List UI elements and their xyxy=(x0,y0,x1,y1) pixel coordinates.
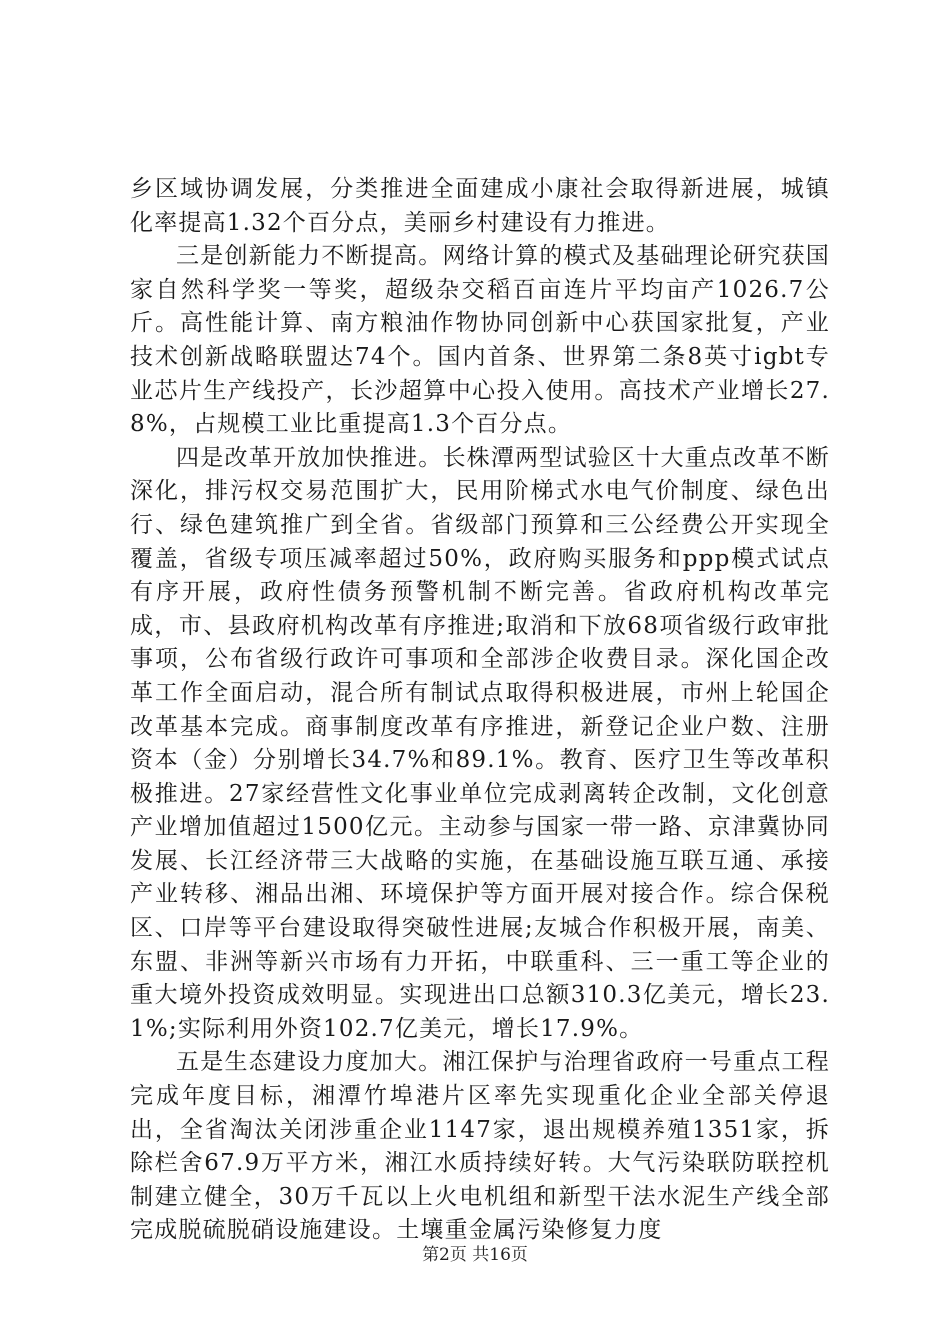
document-body xyxy=(130,173,830,1248)
paragraph-continuation: 乡区域协调发展，分类推进全面建成小康社会取得新进展，城镇化率提高1.32个百分点，美丽乡村建设有力推进。 xyxy=(130,176,830,236)
page-number-footer: 第2页 共16页 xyxy=(422,1245,528,1265)
paragraph-reform: 四是改革开放加快推进。长株潭两型试验区十大重点改革不断深化，排污权交易范围扩大，民用阶梯式水电气价制度、绿色出行、绿色建筑推广到全省。省级部门预算和三公经费公开实现全覆盖，省级专项压减率超过50%，政府购买服务和ppp模式试点有序开展，政府性债务预警机制不断完善。省政府机构改革完成，市、县政府机构改革有序推进;取消和下放68项省级行政审批事项，公布省级行政许可事项和全部涉企收费目录。深化国企改革工作全面启动，混合所有制试点取得积极进展，市州上轮国企改革基本完成。商事制度改革有序推进，新登记企业户数、注册资本（金）分别增长34.7%和89.1%。教育、医疗卫生等改革积极推进。27家经营性文化事业单位完成剥离转企改制，文化创意产业增加值超过1500亿元。主动参与国家一带一路、京津冀协同发展、长江经济带三大战略的实施，在基础设施互联互通、承接产业转移、湘品出湘、环境保护等方面开展对接合作。综合保税区、口岸等平台建设取得突破性进展;友城合作积极开展，南美、东盟、非洲等新兴市场有力开拓，中联重科、三一重工等企业的重大境外投资成效明显。实现进出口总额310.3亿美元，增长23.1%;实际利用外资102.7亿美元，增长17.9%。 xyxy=(130,444,830,1042)
paragraph-ecology: 五是生态建设力度加大。湘江保护与治理省政府一号重点工程完成年度目标，湘潭竹埠港片区率先实现重化企业全部关停退出，全省淘汰关闭涉重企业1147家，退出规模养殖1351家，拆除栏舍67.9万平方米，湘江水质持续好转。大气污染联防联控机制建立健全，30万千瓦以上火电机组和新型干法水泥生产线全部完成脱硫脱硝设施建设。土壤重金属污染修复力度 xyxy=(130,1049,830,1244)
paragraph-innovation: 三是创新能力不断提高。网络计算的模式及基础理论研究获国家自然科学奖一等奖，超级杂交稻百亩连片平均亩产1026.7公斤。高性能计算、南方粮油作物协同创新中心获国家批复，产业技术创新战略联盟达74个。国内首条、世界第二条8英寸igbt专业芯片生产线投产，长沙超算中心投入使用。高技术产业增长27.8%，占规模工业比重提高1.3个百分点。 xyxy=(130,243,830,438)
